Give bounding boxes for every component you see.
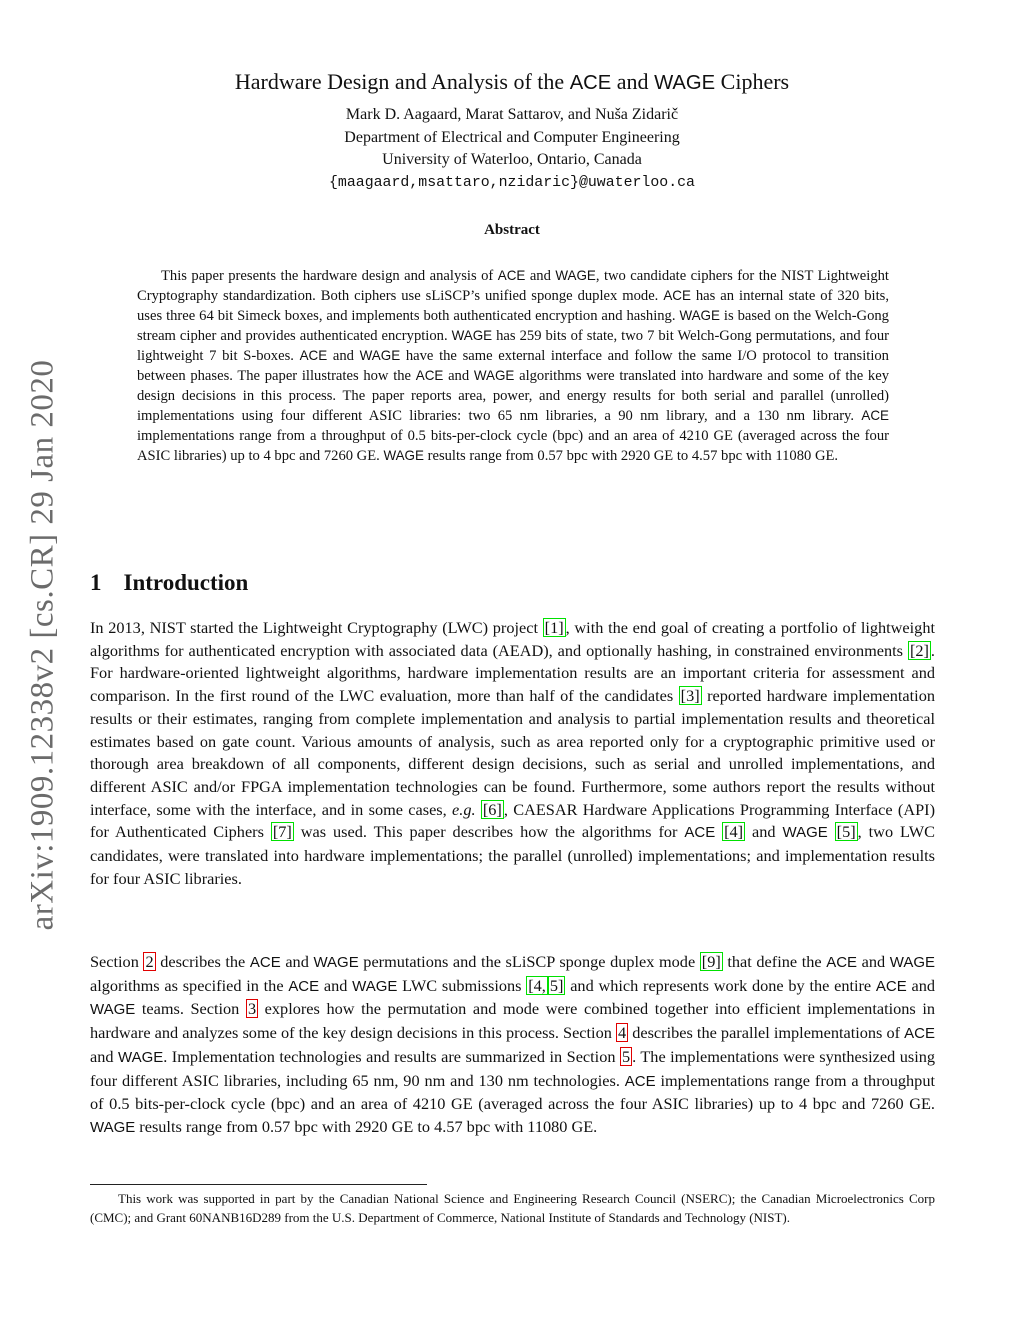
citation-link[interactable]: [4]: [724, 822, 744, 842]
section-link[interactable]: 2: [145, 952, 154, 971]
author-emails: {maagaard,msattaro,nzidaric}@uwaterloo.ca: [329, 174, 695, 191]
footnote-divider: [90, 1184, 427, 1185]
section-link[interactable]: 5: [621, 1046, 631, 1066]
arxiv-identifier: arXiv:1909.12338v2 [cs.CR] 29 Jan 2020: [24, 359, 61, 931]
author-names: Mark D. Aagaard, Marat Sattarov, and Nuša Zidarič: [345, 106, 679, 123]
paper-title: Hardware Design and Analysis of the ACE and WAGE Ciphers: [234, 69, 790, 94]
author-block: [90, 104, 934, 194]
intro-paragraph-2: Section 2 describes the ACE and WAGE permutations and the sLiSCP sponge duplex mode [9] that define the ACE and WAGE algorithms as specified in the ACE and WAGE LWC submissions [4, 5] and which represents work done by the entire ACE and WAGE teams. Section 3 explores how the permutation and mode were combined together into efficient implementations in hardware and analyzes some of the key design decisions in this process. Section 4 describes the parallel implementations of ACE and WAGE. Implementation technologies and results are summarized in Section 5 . The implementations were synthesized using four different ASIC libraries, including 65 nm, 90 nm and 130 nm technologies. ACE implementations range from a throughput of 0.5 bits-per-clock cycle (bpc) and an area of 4210 GE (averaged across the four ASIC libraries) up to 4 bpc and 7260 GE. WAGE results range from 0.57 bpc with 2920 GE to 4.57 bpc with 11080 GE.: [90, 952, 936, 1136]
section-link[interactable]: 4: [617, 1023, 627, 1043]
citation-link[interactable]: [6]: [482, 799, 502, 819]
citation-link[interactable]: [2]: [909, 640, 929, 660]
section-title: Introduction: [123, 570, 249, 595]
citation-link[interactable]: 5]: [549, 975, 564, 995]
section-link[interactable]: 3: [247, 999, 257, 1019]
intro-paragraph-1: In 2013, NIST started the Lightweight Cryptography (LWC) project [1] , with the end goal of creating a portfolio of lightweight algorithms for authenticated encryption with associated data (AEAD), and optionally hashing, in constrained environments [2] . For hardware-oriented lightweight algorithms, hardware implementation results are an important criteria for assessment and comparison. In the first round of the LWC evaluation, more than half of the candidates [3] reported hardware implementation results or their estimates, ranging from complete implementation and analysis to partial implementation results and theoretical estimates based on gate count. Various amounts of analysis, such as area reported only for a cryptographic primitive used or thorough area breakdown of all components, different design decisions, such as serial and unrolled implementations, and different ASIC and/or FPGA implementation technologies can be found. Furthermore, some authors report the results without interface, some with the interface, and in some cases, e.g. [6] , CAESAR Hardware Applications Programming Interface (API) for Authenticated Ciphers [7] was used. This paper describes how the algorithms for ACE [4] and WAGE [5] , two LWC candidates, were translated into hardware implementations; the parallel (unrolled) implementations; and implementation results for four ASIC libraries.: [90, 618, 935, 888]
footnote: This work was supported in part by the Canadian National Science and Engineering Research Council (NSERC); the Canadian Microelectronics Corp (CMC); and Grant 60NANB16D289 from the U.S. Department of Commerce, National Institute of Standards and Technology (NIST).: [90, 1191, 935, 1225]
section-number: 1: [90, 570, 102, 595]
section-heading: [90, 570, 248, 596]
citation-link[interactable]: [5]: [836, 822, 856, 842]
citation-link[interactable]: [1]: [544, 618, 564, 637]
abstract-text: This paper presents the hardware design and analysis of ACE and WAGE, two candidate ciphers for the NIST Lightweight Cryptography standardization. Both ciphers use sLiSCP’s unified sponge duplex mode. ACE has an internal state of 320 bits, uses three 64 bit Simeck boxes, and implements both authenticated encryption and hashing. WAGE is based on the Welch-Gong stream cipher and provides authenticated encryption. WAGE has 259 bits of state, two 7 bit Welch-Gong permutations, and four lightweight 7 bit S-boxes. ACE and WAGE have the same external interface and follow the same I/O protocol to transition between phases. The paper illustrates how the ACE and WAGE algorithms were translated into hardware and some of the key design decisions in this process. The paper reports area, power, and energy results for both serial and parallel (unrolled) implementations using four different ASIC libraries: two 65 nm libraries, a 90 nm library, and a 130 nm library. ACE implementations range from a throughput of 0.5 bits-per-clock cycle (bpc) and an area of 4210 GE (averaged across the four ASIC libraries) up to 4 bpc and 7260 GE. WAGE results range from 0.57 bpc with 2920 GE to 4.57 bpc with 11080 GE.: [137, 268, 889, 464]
citation-link[interactable]: [7]: [272, 822, 292, 842]
citation-link[interactable]: [9]: [701, 952, 721, 971]
citation-link[interactable]: [4,: [528, 975, 546, 995]
citation-link[interactable]: [3]: [680, 686, 700, 706]
author-university: University of Waterloo, Ontario, Canada: [382, 151, 642, 168]
abstract-heading: Abstract: [484, 222, 540, 238]
author-department: Department of Electrical and Computer Engineering: [344, 128, 680, 146]
